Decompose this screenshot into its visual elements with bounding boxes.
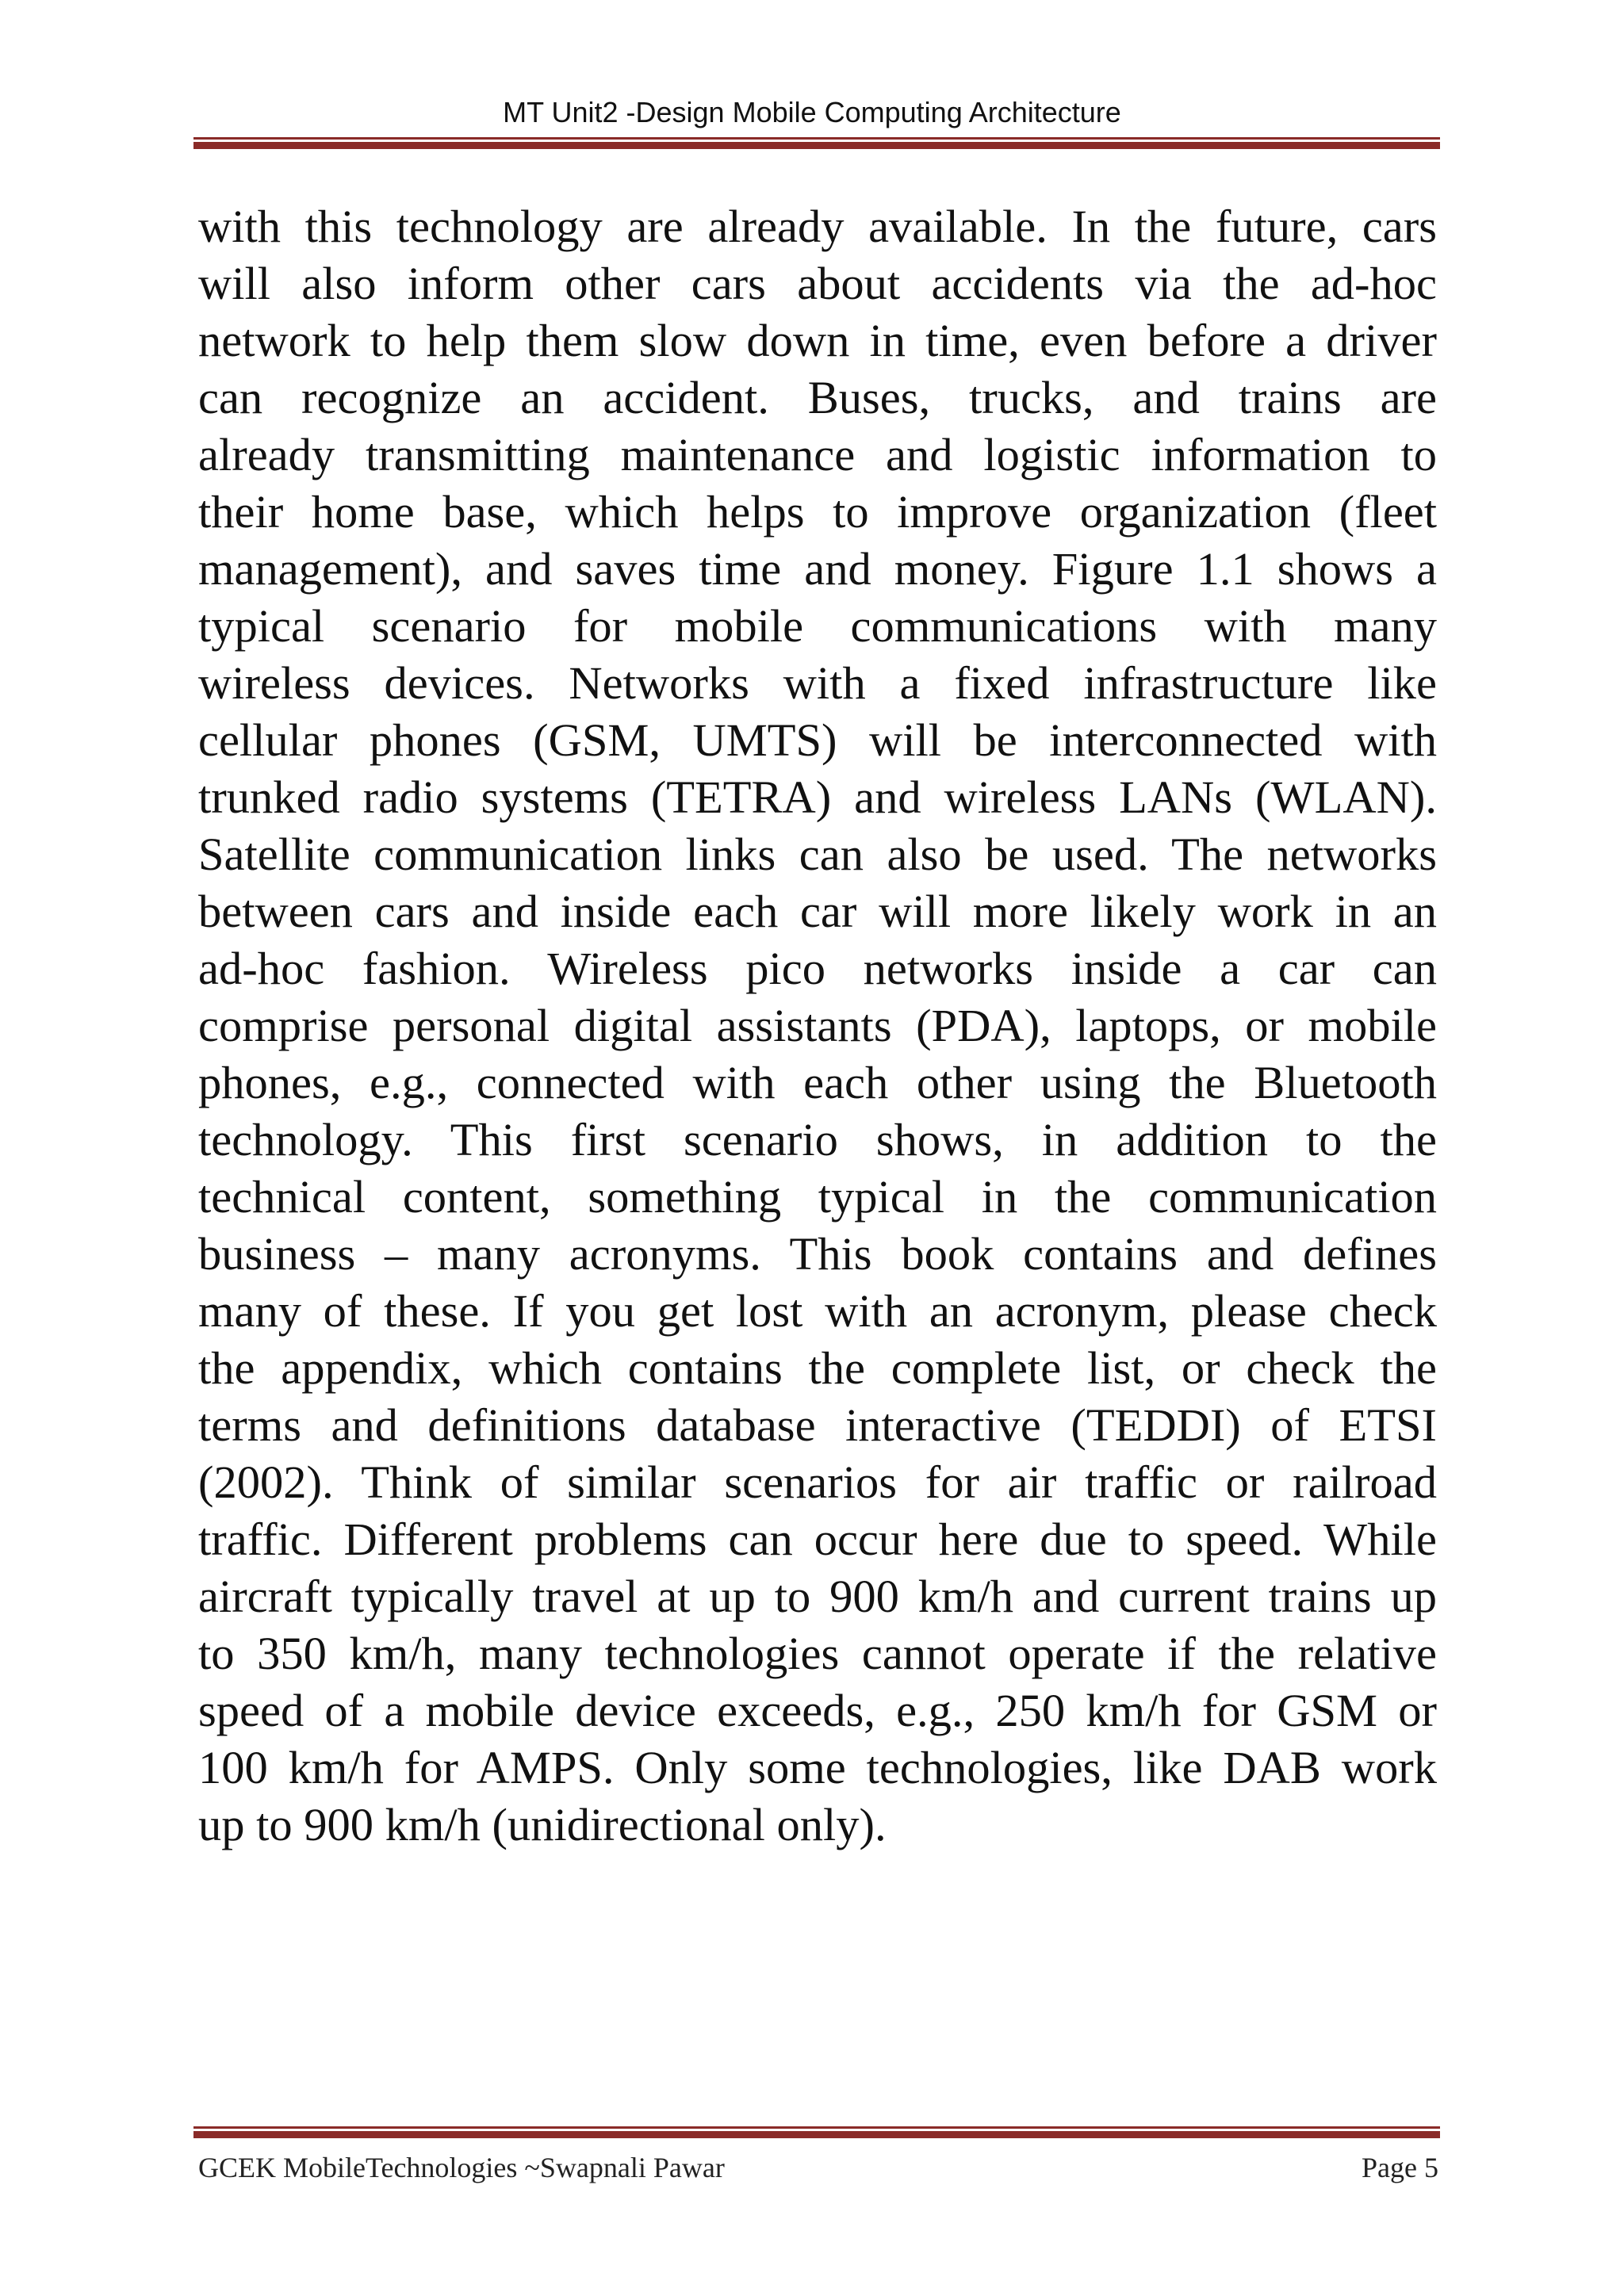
- footer-rule: [193, 2126, 1440, 2138]
- text-line: traffic. Different problems can occur here due to speed. While: [198, 1513, 1437, 1565]
- text-line: between cars and inside each car will more likely work in an: [198, 886, 1437, 937]
- text-line: technical content, something typical in the communication: [198, 1171, 1437, 1223]
- text-line: terms and definitions database interactive (TEDDI) of ETSI: [198, 1399, 1437, 1451]
- footer-author: GCEK MobileTechnologies ~Swapnali Pawar: [198, 2152, 725, 2183]
- header-rule: [193, 137, 1440, 149]
- text-line: wireless devices. Networks with a fixed infrastructure like: [198, 657, 1437, 709]
- text-line: the appendix, which contains the complete list, or check the: [198, 1342, 1437, 1394]
- text-line: technology. This first scenario shows, in addition to the: [198, 1114, 1437, 1165]
- text-line: (2002). Think of similar scenarios for air traffic or railroad: [198, 1456, 1437, 1508]
- text-line-last: up to 900 km/h (unidirectional only).: [198, 1799, 887, 1850]
- text-line: cellular phones (GSM, UMTS) will be interconnected with: [198, 714, 1437, 766]
- text-line: ad-hoc fashion. Wireless pico networks inside a car can: [198, 943, 1437, 994]
- text-line: with this technology are already available. In the future, cars: [198, 201, 1437, 252]
- text-line: to 350 km/h, many technologies cannot operate if the relative: [198, 1628, 1437, 1679]
- footer-rule-thick: [193, 2131, 1440, 2138]
- text-line: phones, e.g., connected with each other using the Bluetooth: [198, 1057, 1437, 1108]
- text-line: network to help them slow down in time, even before a driver: [198, 315, 1437, 366]
- text-line: their home base, which helps to improve organization (fleet: [198, 486, 1437, 538]
- text-line: speed of a mobile device exceeds, e.g., 250 km/h for GSM or: [198, 1685, 1437, 1736]
- text-line: many of these. If you get lost with an acronym, please check: [198, 1285, 1437, 1337]
- page-header-title: MT Unit2 -Design Mobile Computing Architecture: [503, 96, 1121, 128]
- text-line: comprise personal digital assistants (PDA), laptops, or mobile: [198, 1000, 1437, 1051]
- text-line: can recognize an accident. Buses, trucks, and trains are: [198, 372, 1437, 423]
- text-line: Satellite communication links can also be used. The networks: [198, 828, 1437, 880]
- body-paragraph: [198, 198, 1437, 1854]
- text-line: management), and saves time and money. Figure 1.1 shows a: [198, 543, 1437, 595]
- text-line: will also inform other cars about accidents via the ad-hoc: [198, 258, 1437, 309]
- header-rule-thick: [193, 142, 1440, 149]
- text-line: 100 km/h for AMPS. Only some technologies, like DAB work: [198, 1742, 1437, 1793]
- text-line: already transmitting maintenance and logistic information to: [198, 429, 1437, 480]
- text-line: aircraft typically travel at up to 900 km/h and current trains up: [198, 1571, 1437, 1622]
- text-line: business – many acronyms. This book contains and defines: [198, 1228, 1437, 1280]
- text-line: typical scenario for mobile communications with many: [198, 600, 1437, 652]
- page-number: Page 5: [1362, 2152, 1438, 2183]
- text-line: trunked radio systems (TETRA) and wireless LANs (WLAN).: [198, 771, 1437, 823]
